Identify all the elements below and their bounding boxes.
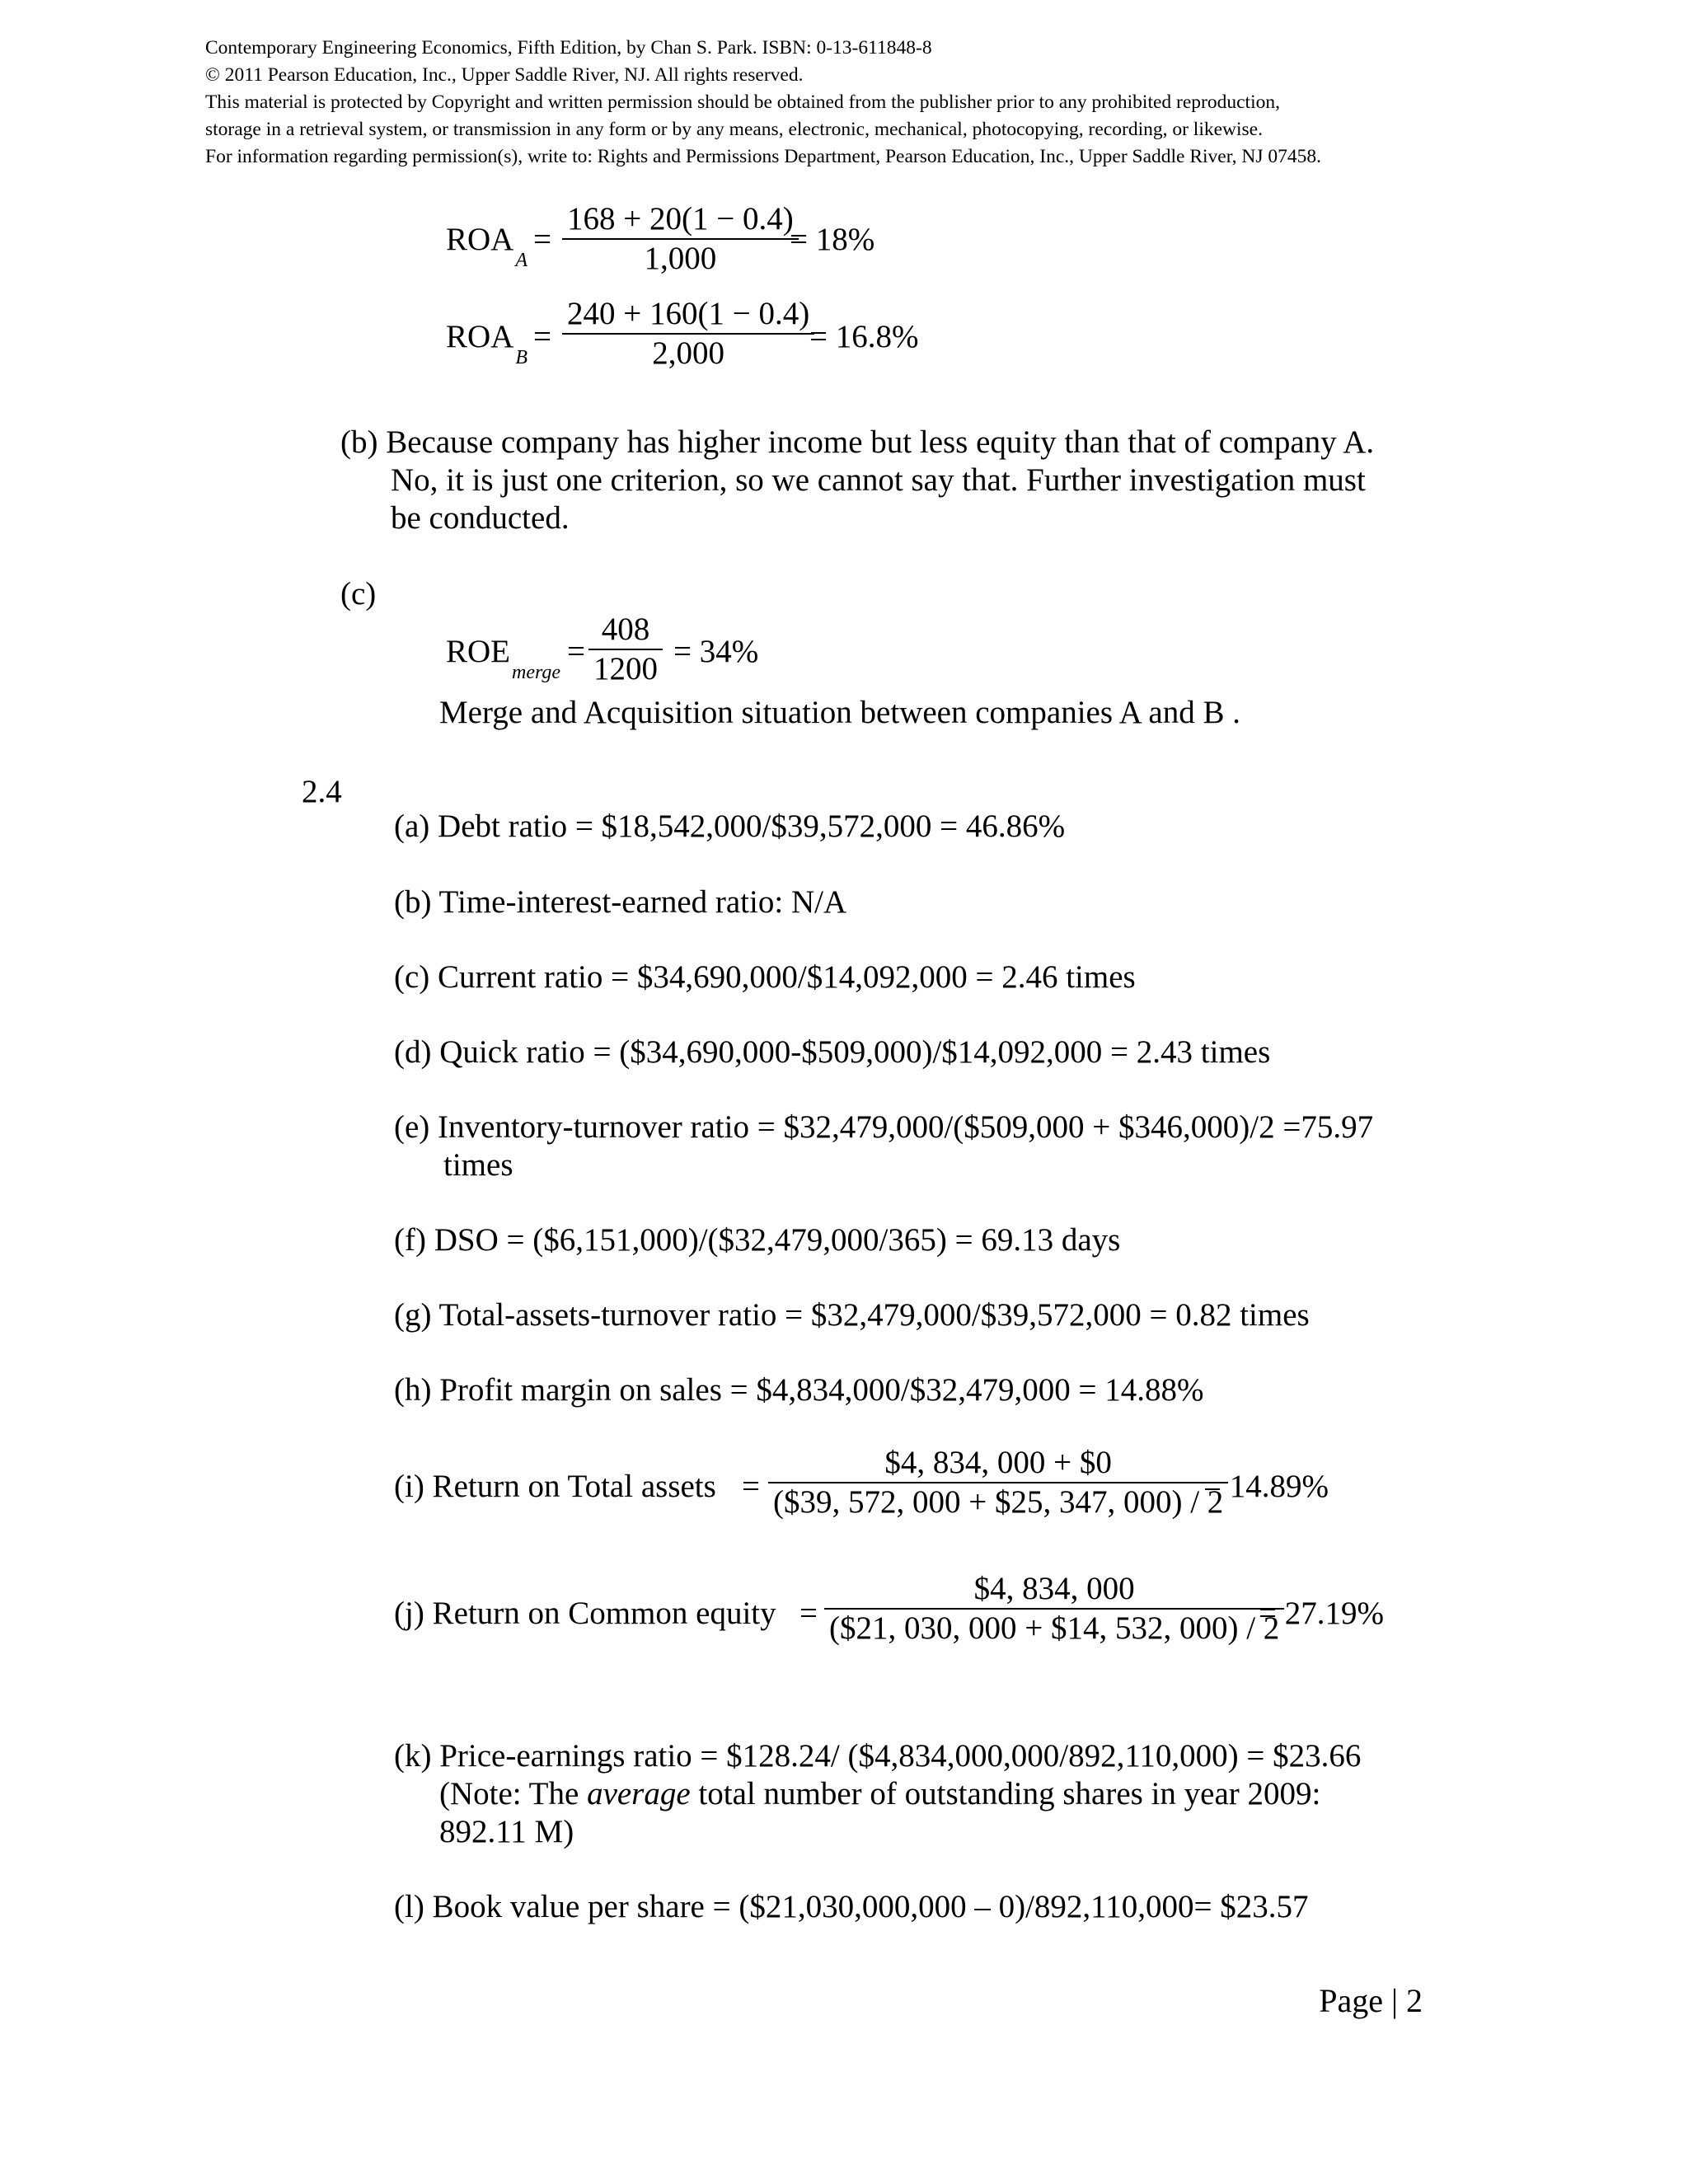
item-l: (l) Book value per share = ($21,030,000,000 – 0)/892,110,000= $23.57 (394, 1889, 1309, 1924)
item-i-denominator: ($39, 572, 000 + $25, 347, 000) / 2 (773, 1484, 1224, 1520)
roe-merge-equals: = (567, 634, 585, 669)
item-h: (h) Profit margin on sales = $4,834,000/$32,479,000 = 14.88% (394, 1372, 1204, 1408)
item-j-label: (j) Return on Common equity (394, 1596, 776, 1631)
item-k-line-2: (Note: The average total number of outstanding shares in year 2009: (439, 1776, 1321, 1811)
item-k-emphasis: average (587, 1776, 691, 1811)
header-line-3: This material is protected by Copyright and written permission should be obtained from the publisher prior to any prohibited reproduction, (205, 91, 1280, 113)
item-f: (f) DSO = ($6,151,000)/($32,479,000/365) = 69.13 days (394, 1222, 1121, 1258)
roa-a-result: = 18% (790, 222, 875, 257)
page-number: Page | 2 (1319, 1982, 1423, 2019)
roa-a-label: $ROA_A$ (446, 222, 528, 271)
roa-a-numerator: 168 + 20(1 − 0.4) (567, 201, 794, 237)
roa-a-denominator: 1,000 (644, 241, 717, 276)
item-j-numerator: $4, 834, 000 (973, 1571, 1135, 1606)
item-i-equals: = (742, 1469, 760, 1504)
item-c: (c) Current ratio = $34,690,000/$14,092,000 = 2.46 times (394, 959, 1136, 995)
item-i-fraction (768, 1444, 1228, 1521)
item-i-numerator: $4, 834, 000 + $0 (884, 1445, 1112, 1480)
roa-b-denominator: 2,000 (652, 335, 724, 371)
roa-b-label: $ROA_B$ (446, 319, 528, 368)
roe-merge-numerator: 408 (601, 612, 650, 647)
roa-b-fraction (562, 295, 814, 373)
item-e-line-1: (e) Inventory-turnover ratio = $32,479,000/($509,000 + $346,000)/2 =75.97 (394, 1109, 1374, 1145)
part-c-note: Merge and Acquisition situation between companies A and B . (439, 695, 1240, 730)
roa-a-fraction (562, 200, 799, 278)
header-line-1: Contemporary Engineering Economics, Fifth Edition, by Chan S. Park. ISBN: 0-13-611848-8 (205, 37, 932, 59)
part-b-line-3: be conducted. (391, 500, 570, 536)
roa-b-equals: = (533, 319, 551, 354)
item-b: (b) Time-interest-earned ratio: N/A (394, 884, 847, 920)
item-j-result: = 27.19% (1259, 1596, 1384, 1631)
roa-b-result: = 16.8% (809, 319, 919, 354)
item-i-result: = 14.89% (1203, 1469, 1329, 1504)
roe-merge-fraction (588, 611, 663, 688)
roa-a-equals: = (533, 222, 551, 257)
problem-number: 2.4 (302, 774, 342, 809)
item-a: (a) Debt ratio = $18,542,000/$39,572,000 = 46.86% (394, 808, 1066, 844)
part-b-line-2: No, it is just one criterion, so we cannot say that. Further investigation must (391, 462, 1366, 498)
item-j-denominator: ($21, 030, 000 + $14, 532, 000) / 2 (829, 1610, 1280, 1646)
part-b-line-1: (b) Because company has higher income but less equity than that of company A. (340, 424, 1375, 460)
item-g: (g) Total-assets-turnover ratio = $32,479,000/$39,572,000 = 0.82 times (394, 1297, 1310, 1333)
item-j-fraction (824, 1570, 1284, 1647)
header-line-5: For information regarding permission(s), write to: Rights and Permissions Department, Pearson Education, Inc., Upper Saddle River, NJ 07458. (205, 146, 1321, 167)
item-k-line-1: (k) Price-earnings ratio = $128.24/ ($4,834,000,000/892,110,000) = $23.66 (394, 1738, 1362, 1774)
item-k-line-3: 892.11 M) (439, 1814, 574, 1849)
header-line-4: storage in a retrieval system, or transmission in any form or by any means, electronic, mechanical, photocopying, recording, or likewise. (205, 119, 1263, 140)
item-j-equals: = (799, 1596, 818, 1631)
roe-merge-label: $ROE_{merge}$ (446, 634, 561, 683)
part-c-label: (c) (340, 576, 377, 612)
roe-merge-denominator: 1200 (593, 651, 658, 687)
header-line-2: © 2011 Pearson Education, Inc., Upper Saddle River, NJ. All rights reserved. (205, 64, 804, 86)
item-d: (d) Quick ratio = ($34,690,000-$509,000)/$14,092,000 = 2.43 times (394, 1034, 1271, 1070)
item-i-label: (i) Return on Total assets (394, 1469, 716, 1504)
roe-merge-result: = 34% (673, 634, 759, 669)
item-e-line-2: times (443, 1147, 513, 1183)
roa-b-numerator: 240 + 160(1 − 0.4) (567, 296, 810, 331)
